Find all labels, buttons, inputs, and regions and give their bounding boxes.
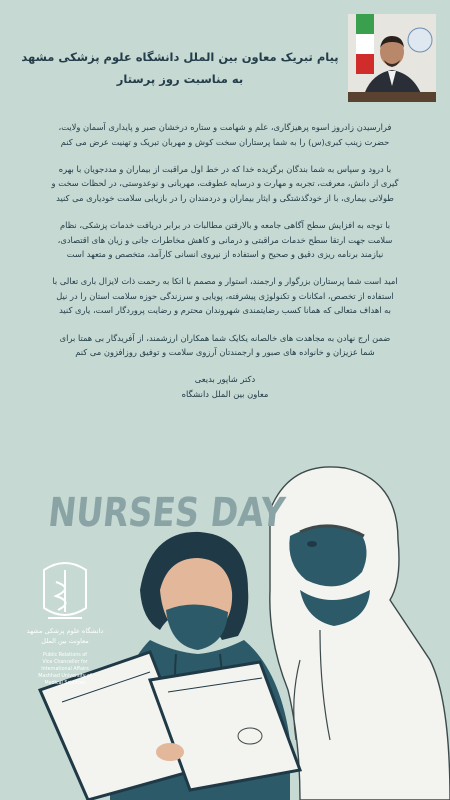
text-line: طولانی بیماری، با از خودگذشتگی و ایثار بیماران و دردمندان را در بازیابی سلامت خودیاری می کنید — [56, 192, 394, 203]
nurses-day-text: NURSES DAY — [46, 490, 336, 536]
logo-fa-line-2: معاونت بین الملل — [41, 637, 89, 645]
text-line: به اهداف متعالی که همانا کسب رضایتمندی شهروندان محترم و رضایت پروردگار است، یاری کنید — [59, 305, 391, 316]
logo-en-line-3: International Affairs — [41, 667, 89, 672]
nurses-day-heading — [46, 480, 336, 540]
logo-fa-line-1: دانشگاه علوم پزشکی مشهد — [26, 627, 104, 635]
text-line: شما عزیزان و خانواده های صبور و ارجمندتان آرزوی سلامت و توفیق روزافزون می کنم — [75, 347, 375, 358]
text-line: امید است شما پرستاران بزرگوار و ارجمند، استوار و مصمم با اتکا به رحمت ذات لایزال باری تعالی با — [52, 276, 398, 287]
paragraph-health-system — [18, 218, 432, 262]
text-line: حضرت زینب کبری(س) را به شما پرستاران سخت کوش و مهربان تبریک و تهنیت عرض می کنم — [60, 136, 390, 147]
title-line-1: پیام تبریک معاون بین الملل دانشگاه علوم پزشکی مشهد — [21, 50, 339, 64]
text-line: با توجه به افزایش سطح آگاهی جامعه و بالارفتن مطالبات در برابر دریافت خدمات پزشکی، نظام — [59, 219, 391, 230]
logo-en-line-1: Public Relations of — [43, 653, 87, 658]
paragraph-gratitude — [18, 162, 432, 206]
title-block — [20, 46, 340, 90]
signature-block — [18, 372, 432, 401]
text-line: فرارسیدن زادروز اسوه پرهیزگاری، علم و شهامت و ستاره درخشان صبر و پایداری آسمان ولایت، — [58, 122, 392, 132]
text-line: استفاده از تخصص، امکانات و تکنولوژی پیشرفته، پویایی و سرزندگی حوزه سلامت استان را در نیل — [56, 290, 394, 301]
university-logo — [20, 560, 110, 725]
text-line: گیری از دانش، معرفت، تجربه و مهارت و درسایه عطوفت، مهربانی و نوعدوستی، در لحظات سخت و — [51, 178, 399, 189]
paragraph-hope — [18, 274, 432, 318]
text-line: نیازمند برنامه ریزی دقیق و صحیح و استفاده از نیروی انسانی کارآمد، متخصص و متعهد است — [66, 249, 384, 260]
text-line: سلامت جهت ارتقا سطح خدمات مراقبتی و درمانی و کاهش مخاطرات جانی و زیان های اقتصادی، — [57, 234, 393, 245]
paragraph-closing — [18, 331, 432, 360]
text-line: ضمن ارج نهادن به مجاهدت های خالصانه یکایک شما همکاران ارزشمند، از آفریدگار بی همتا برای — [59, 332, 391, 343]
speaker-portrait-photo — [348, 14, 436, 102]
text-line: با درود و سپاس به شما بندگان برگزیده خدا که در خط اول مراقبت از بیماران و مددجویان با بهره — [58, 163, 392, 174]
title-line-2: به مناسبت روز پرستار — [116, 72, 244, 86]
logo-en-line-5: Medical Sciences — [44, 681, 86, 686]
message-body — [18, 120, 432, 401]
logo-en-line-2: Vice Chancellor for — [42, 660, 88, 665]
signature-name: دکتر شاپور بدیعی — [194, 374, 256, 385]
signature-role: معاون بین الملل دانشگاه — [181, 388, 269, 399]
logo-en-line-4: Mashhad University of — [38, 674, 92, 679]
paragraph-greeting — [18, 120, 432, 149]
